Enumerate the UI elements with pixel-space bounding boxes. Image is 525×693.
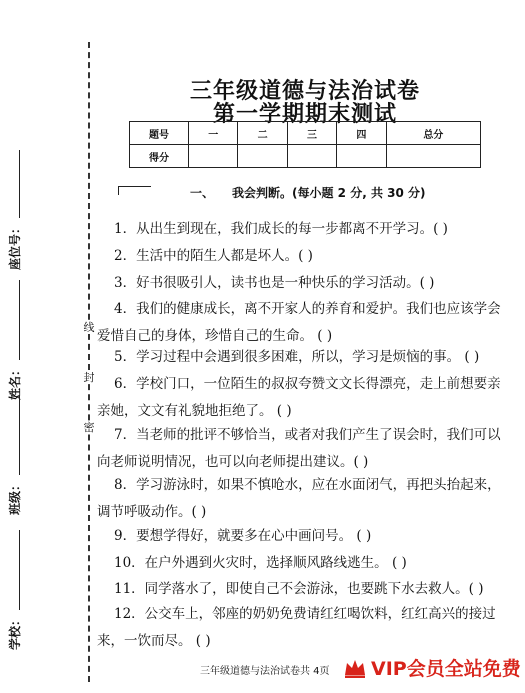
- seat-number-label: 座位号：: [7, 221, 22, 270]
- score-header-cell: 一: [189, 122, 238, 145]
- score-input-cell[interactable]: [238, 145, 287, 168]
- score-header-cell: 三: [287, 122, 336, 145]
- score-input-cell[interactable]: [386, 145, 480, 168]
- score-table-header-row: [130, 122, 481, 145]
- exam-subtitle: 第一学期期末测试: [212, 102, 397, 127]
- question-4: 4．我们的健康成长，离不开家人的养育和爱护。我们也应该学会 爱惜自己的身体，珍惜自己的生命。 ( ): [97, 301, 501, 344]
- exam-title: 三年级道德与法治试卷: [189, 79, 420, 104]
- school-field[interactable]: [4, 530, 64, 650]
- score-input-cell[interactable]: [287, 145, 336, 168]
- question-9: 9．要想学得好，就要多在心中画问号。 ( ): [114, 528, 372, 544]
- question-11: 11．同学落水了，即使自己不会游泳，也要跳下水去救人。( ): [114, 581, 484, 597]
- seal-char-xian: 线: [83, 321, 95, 334]
- seal-char-mi: 密: [83, 421, 95, 434]
- score-input-cell[interactable]: [189, 145, 238, 168]
- binding-dashed-line: [88, 42, 90, 682]
- seat-number-field[interactable]: [4, 150, 64, 270]
- class-field[interactable]: [4, 395, 64, 515]
- class-label: 班级：: [7, 478, 22, 515]
- name-field[interactable]: [4, 280, 64, 400]
- section-heading: [190, 184, 425, 201]
- page-footer: 三年级道德与法治试卷共 4页: [200, 666, 330, 677]
- score-input-cell[interactable]: [337, 145, 386, 168]
- score-header-cell: 总分: [386, 122, 480, 145]
- section-title: 我会判断。(每小题 2 分, 共 30 分): [232, 186, 426, 200]
- score-label-cell: 得分: [130, 145, 189, 168]
- crown-icon: [343, 657, 367, 679]
- question-7: 7．当老师的批评不够恰当，或者对我们产生了误会时，我们可以 向老师说明情况，也可以向老师提出建议。( ): [97, 427, 501, 470]
- question-1: 1．从出生到现在，我们成长的每一步都离不开学习。( ): [114, 221, 448, 237]
- vip-banner[interactable]: [343, 654, 521, 681]
- question-8: 8．学习游泳时，如果不慎呛水，应在水面闭气，再把头抬起来， 调节呼吸动作。( ): [97, 477, 501, 520]
- seal-char-feng: 封: [83, 371, 95, 384]
- score-header-cell: 题号: [130, 122, 189, 145]
- question-12: 12．公交车上，邻座的奶奶免费请红红喝饮料，红红高兴的接过 来，一饮而尽。 ( ): [97, 606, 496, 649]
- school-label: 学校：: [7, 613, 22, 650]
- section-grader-mark: [118, 186, 151, 195]
- name-label: 姓名：: [7, 363, 22, 400]
- score-header-cell: 四: [337, 122, 386, 145]
- score-table-score-row: [130, 145, 481, 168]
- question-6: 6．学校门口，一位陌生的叔叔夸赞文文长得漂亮，走上前想要亲 亲她，文文有礼貌地拒绝了。 ( ): [97, 376, 501, 419]
- vip-text: VIP会员全站免费: [371, 658, 521, 680]
- question-5: 5．学习过程中会遇到很多困难，所以，学习是烦恼的事。 ( ): [114, 349, 480, 365]
- score-header-cell: 二: [238, 122, 287, 145]
- score-table: [129, 121, 481, 168]
- section-number: 一、: [190, 186, 215, 200]
- question-2: 2．生活中的陌生人都是坏人。( ): [114, 248, 313, 264]
- question-3: 3．好书很吸引人，读书也是一种快乐的学习活动。( ): [114, 275, 435, 291]
- question-10: 10．在户外遇到火灾时，选择顺风路线逃生。 ( ): [114, 555, 407, 571]
